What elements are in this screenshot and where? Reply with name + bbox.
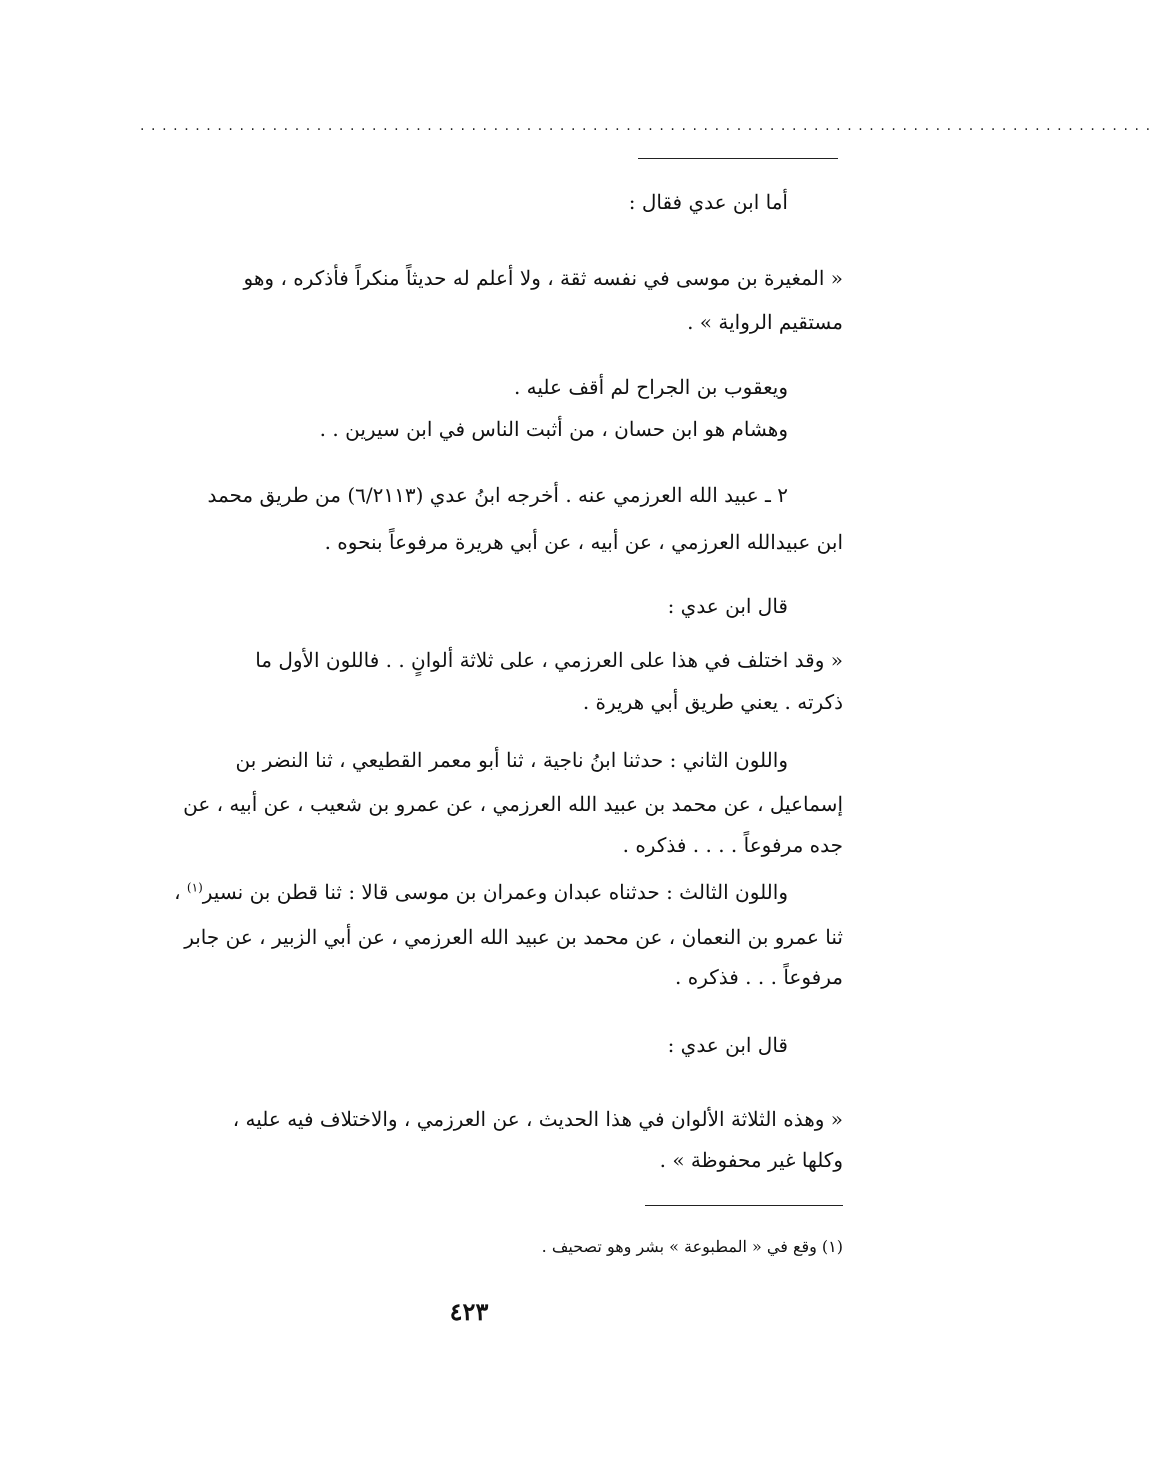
text-line: إسماعيل ، عن محمد بن عبيد الله العرزمي ، عن عمرو بن شعيب ، عن أبيه ، عن bbox=[183, 792, 843, 816]
dotted-separator: ............................................................................................ bbox=[140, 118, 1157, 134]
text-line: ويعقوب بن الجراح لم أقف عليه . bbox=[513, 375, 788, 399]
text-line-tail: ، bbox=[174, 880, 187, 904]
text-line: قال ابن عدي : bbox=[667, 1033, 788, 1057]
text-line: مستقيم الرواية » . bbox=[687, 310, 843, 334]
footnote-marker: (١) bbox=[186, 880, 203, 895]
text-line: جده مرفوعاً . . . . فذكره . bbox=[622, 833, 843, 857]
text-line: أما ابن عدي فقال : bbox=[628, 190, 788, 214]
text-line: قال ابن عدي : bbox=[667, 594, 788, 618]
footnote: (١) وقع في « المطبوعة » بشر وهو تصحيف . bbox=[541, 1237, 843, 1256]
body-text bbox=[135, 0, 1157, 1200]
text-line: « وقد اختلف في هذا على العرزمي ، على ثلاثة ألوانٍ . . فاللون الأول ما bbox=[255, 648, 843, 672]
text-line-main: واللون الثالث : حدثناه عبدان وعمران بن موسى قالا : ثنا قطن بن نسير bbox=[202, 880, 788, 904]
text-line: ذكرته . يعني طريق أبي هريرة . bbox=[582, 690, 843, 714]
text-line: ثنا عمرو بن النعمان ، عن محمد بن عبيد الله العرزمي ، عن أبي الزبير ، عن جابر bbox=[184, 925, 843, 949]
page-number: ٤٢٣ bbox=[449, 1297, 489, 1326]
text-line: وهشام هو ابن حسان ، من أثبت الناس في ابن سيرين . . bbox=[319, 417, 788, 441]
text-line bbox=[174, 880, 788, 904]
text-line: ٢ ـ عبيد الله العرزمي عنه . أخرجه ابنُ عدي (٦/٢١١٣) من طريق محمد bbox=[207, 483, 788, 507]
text-line: ابن عبيدالله العرزمي ، عن أبيه ، عن أبي هريرة مرفوعاً بنحوه . bbox=[324, 530, 843, 554]
text-line: واللون الثاني : حدثنا ابنُ ناجية ، ثنا أبو معمر القطيعي ، ثنا النضر بن bbox=[235, 748, 788, 772]
footnote-rule bbox=[645, 1205, 843, 1206]
text-line: مرفوعاً . . . فذكره . bbox=[675, 965, 843, 989]
text-line: « وهذه الثلاثة الألوان في هذا الحديث ، عن العرزمي ، والاختلاف فيه عليه ، bbox=[232, 1107, 843, 1131]
text-line: « المغيرة بن موسى في نفسه ثقة ، ولا أعلم له حديثاً منكراً فأذكره ، وهو bbox=[243, 266, 843, 290]
text-line: وكلها غير محفوظة » . bbox=[659, 1148, 843, 1172]
